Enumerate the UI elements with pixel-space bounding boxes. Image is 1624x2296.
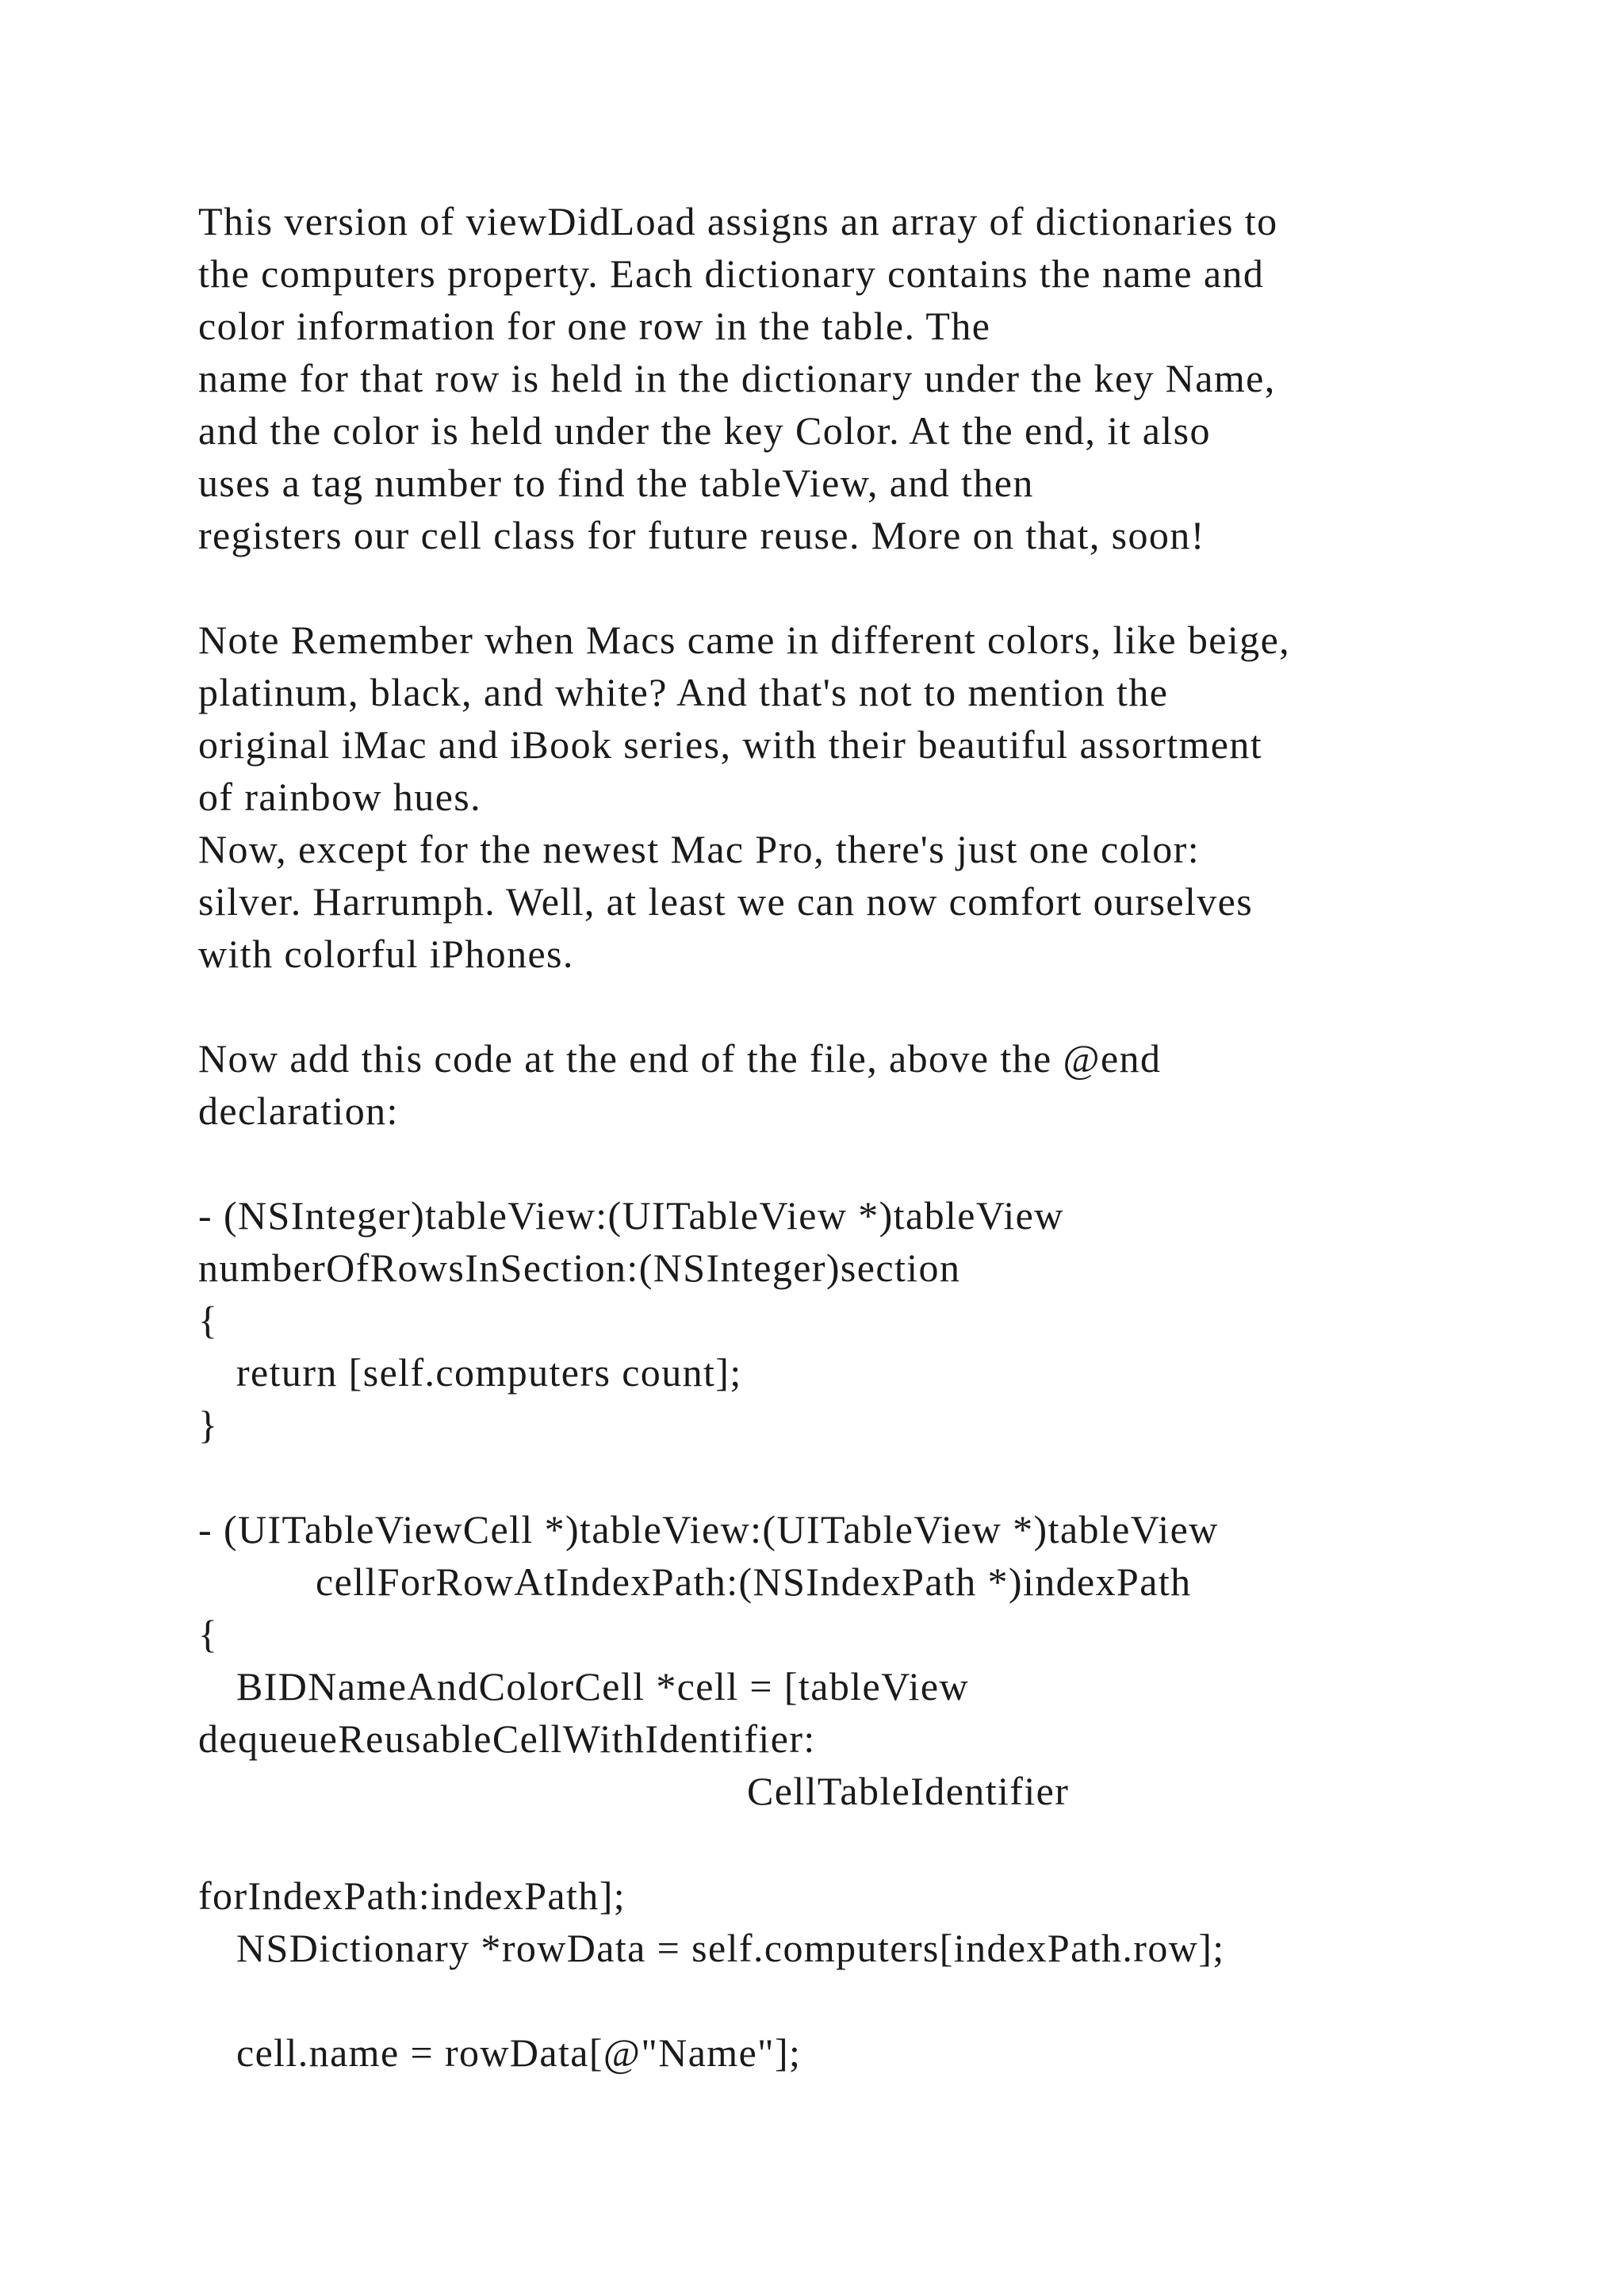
text-line: the computers property. Each dictionary contains the name and [198, 251, 1265, 296]
text-line: color information for one row in the table. The [198, 304, 991, 348]
text-line: Now, except for the newest Mac Pro, there's just one color: [198, 827, 1201, 871]
text-line: platinum, black, and white? And that's not to mention the [198, 670, 1169, 714]
text-line: declaration: [198, 1089, 399, 1133]
code-line: - (NSInteger)tableView:(UITableView *)tableView [198, 1193, 1064, 1238]
code-line: { [198, 1298, 219, 1342]
text-line: Now add this code at the end of the file, above the @end [198, 1036, 1162, 1081]
code-line: dequeueReusableCellWithIdentifier: [198, 1716, 816, 1761]
code-line: return [self.computers count]; [236, 1350, 742, 1395]
text-line: name for that row is held in the dictionary under the key Name, [198, 356, 1276, 400]
text-line: silver. Harrumph. Well, at least we can now comfort ourselves [198, 879, 1254, 924]
text-line: of rainbow hues. [198, 775, 482, 819]
code-line: { [198, 1612, 219, 1656]
text-line: registers our cell class for future reuse. More on that, soon! [198, 513, 1205, 557]
code-line: BIDNameAndColorCell *cell = [tableView [236, 1664, 970, 1709]
text-line: uses a tag number to find the tableView, and then [198, 461, 1034, 505]
code-line: } [198, 1402, 219, 1447]
text-line: original iMac and iBook series, with their beautiful assortment [198, 722, 1263, 767]
code-line: numberOfRowsInSection:(NSInteger)section [198, 1246, 961, 1290]
text-line: and the color is held under the key Color. At the end, it also [198, 408, 1211, 453]
code-line: forIndexPath:indexPath]; [198, 1873, 626, 1918]
text-line: Note Remember when Macs came in different colors, like beige, [198, 618, 1291, 662]
code-line: cellForRowAtIndexPath:(NSIndexPath *)indexPath [316, 1559, 1192, 1604]
code-line: NSDictionary *rowData = self.computers[indexPath.row]; [236, 1926, 1225, 1970]
code-line: cell.name = rowData[@"Name"]; [236, 2030, 802, 2075]
code-line: CellTableIdentifier [747, 1769, 1070, 1813]
text-line: This version of viewDidLoad assigns an array of dictionaries to [198, 199, 1278, 243]
code-line: - (UITableViewCell *)tableView:(UITableView *)tableView [198, 1507, 1219, 1552]
text-line: with colorful iPhones. [198, 932, 574, 976]
